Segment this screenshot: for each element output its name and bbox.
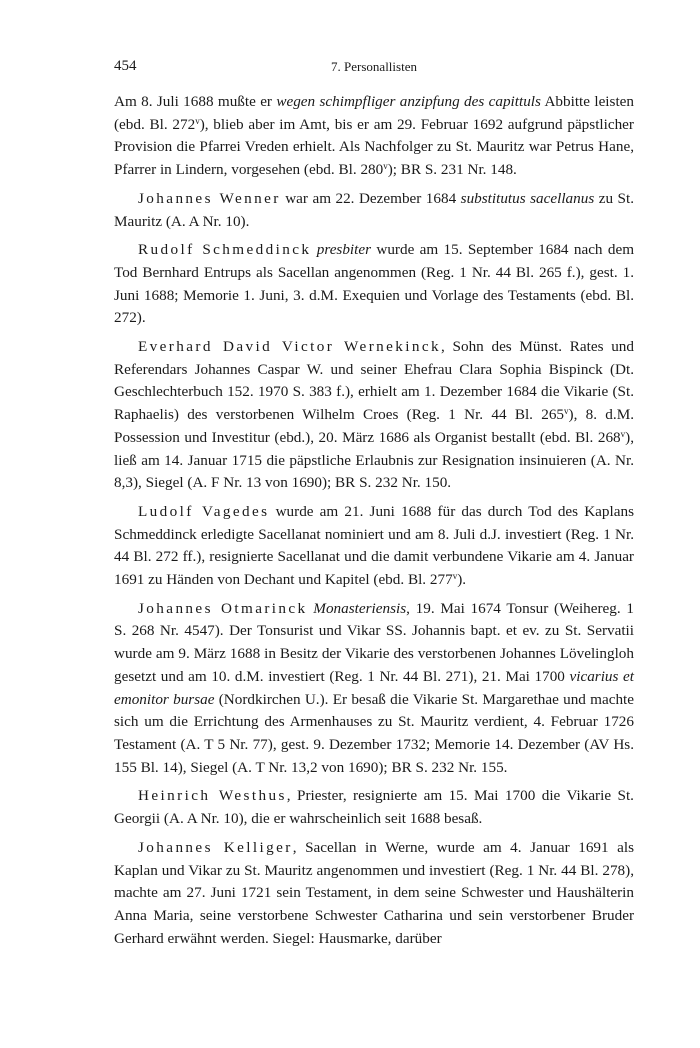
person-name: Heinrich Westhus	[138, 787, 287, 805]
running-title: 7. Personallisten	[331, 59, 417, 74]
running-head	[114, 58, 634, 78]
person-name: Johannes Otmarinck	[138, 599, 308, 617]
person-name: Rudolf Schmeddinck	[138, 241, 312, 259]
entry-wenner: Johannes Wenner war am 22. Dezember 1684 substitutus sacellanus zu St. Mauritz (A. A Nr. 10).	[114, 189, 634, 230]
person-name: Johannes Wenner	[138, 189, 281, 207]
entry-kelliger: Johannes Kelliger, Sacellan in Werne, wurde am 4. Januar 1691 als Kaplan und Vikar zu St. Mauritz angenommen und investiert (Reg. 1 Nr. 44 Bl. 278), machte am 27. Juni 1721 sein Testament, in dem seine Schwester und Haushälterin Anna Maria, seine verstorbene Schwester Catharina und sein verstorbener Bruder Gerhard erwähnt werden. Siegel: Hausmarke, darüber	[114, 838, 635, 947]
page-number: 454	[114, 58, 137, 74]
person-name: Johannes Kelliger	[138, 838, 293, 856]
paragraph-continuation: Am 8. Juli 1688 mußte er wegen schimpfliger anzipfung des capittuls Abbitte leisten (ebd. Bl. 272$^v$), blieb aber im Amt, bis er am 29. Februar 1692 aufgrund päpstlicher Provision die Pfarrei Vreden erhielt. Als Nachfolger zu St. Mauritz war Petrus Hane, Pfarrer in Lindern, vorgesehen (ebd. Bl. 280$^v$); BR S. 231 Nr. 148.	[114, 93, 634, 179]
entry-otmarinck: Johannes Otmarinck Monasteriensis, 19. Mai 1674 Tonsur (Weihereg. 1 S. 268 Nr. 4547). Der Tonsurist und Vikar SS. Johannis bapt. et ev. zu St. Servatii wurde am 9. März 1688 in Besitz der Vikarie des verstorbenen Johannes Lövelingloh gesetzt und am 10. d.M. investiert (Reg. 1 Nr. 44 Bl. 271), 21. Mai 1700 vicarius et emonitor bursae (Nordkirchen U.). Er besaß die Vikarie St. Margarethae und machte sich um die Errichtung des Armenhauses zu St. Mauritz verdient, 4. Februar 1726 Testament (A. T 5 Nr. 77), gest. 9. Dezember 1732; Memorie 14. Dezember (AV Hs. 155 Bl. 14), Siegel (A. T Nr. 13,2 von 1690); BR S. 232 Nr. 155.	[114, 599, 635, 776]
body-text	[114, 91, 634, 950]
entry-vagedes: Ludolf Vagedes wurde am 21. Juni 1688 für das durch Tod des Kaplans Schmeddinck erledigte Sacellanat nominiert und am 8. Juli d.J. investiert (Reg. 1 Nr. 44 Bl. 272 ff.), resignierte Sacellanat und die damit verbundene Vikarie am 4. Januar 1691 zu Händen von Dechant und Kapitel (ebd. Bl. 277$^v$).	[114, 502, 634, 589]
entry-wernekinck: Everhard David Victor Wernekinck, Sohn des Münst. Rates und Referendars Johannes Caspar W. und seiner Ehefrau Clara Sophia Bispinck (Dt. Geschlechterbuch 152. 1970 S. 383 f.), erhielt am 1. Dezember 1684 die Vikarie (St. Raphaelis) des verstorbenen Wilhelm Croes (Reg. 1 Nr. 44 Bl. 265$^v$), 8. d.M. Possession und Investitur (ebd.), 20. März 1686 als Organist bestallt (ebd. Bl. 268$^v$), ließ am 14. Januar 1715 die päpstliche Erlaubnis zur Resignation insinuieren (A. Nr. 8,3), Siegel (A. F Nr. 13 von 1690); BR S. 232 Nr. 150.	[114, 338, 634, 492]
entry-westhus: Heinrich Westhus, Priester, resignierte am 15. Mai 1700 die Vikarie St. Georgii (A. A Nr. 10), die er wahrscheinlich seit 1688 besaß.	[114, 787, 634, 828]
person-name: Ludolf Vagedes	[138, 502, 270, 520]
entry-schmeddinck: Rudolf Schmeddinck presbiter wurde am 15. September 1684 nach dem Tod Bernhard Entrups als Sacellan angenommen (Reg. 1 Nr. 44 Bl. 265 f.), gest. 1. Juni 1688; Memorie 1. Juni, 3. d.M. Exequien und Vorlage des Testaments (ebd. Bl. 272).	[114, 241, 635, 327]
person-name: Everhard David Victor Wernekinck	[138, 338, 442, 356]
